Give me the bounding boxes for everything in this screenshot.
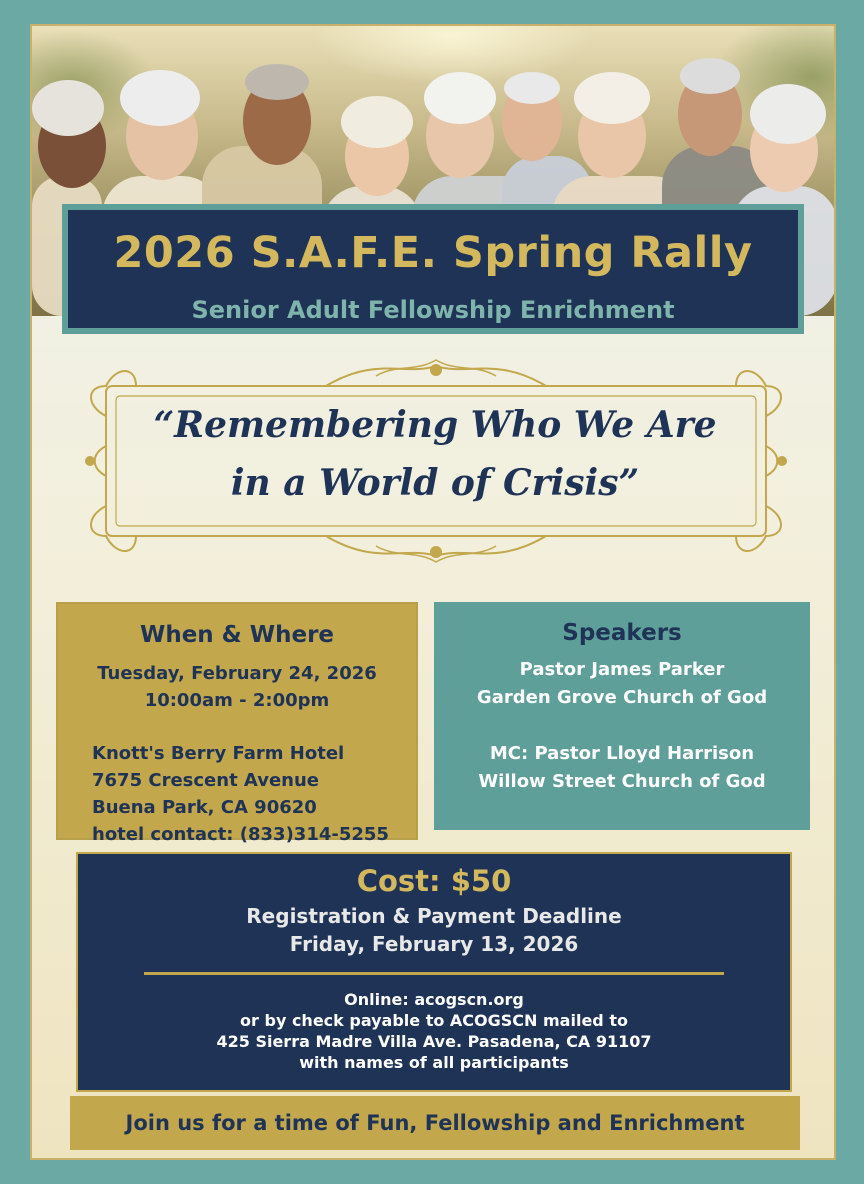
deadline-label: Registration & Payment Deadline <box>246 904 622 928</box>
speakers-heading: Speakers <box>562 620 682 646</box>
hotel-contact: hotel contact: (833)314-5255 <box>92 824 389 845</box>
event-subtitle: Senior Adult Fellowship Enrichment <box>191 296 675 324</box>
online-registration: Online: acogscn.org <box>344 990 524 1009</box>
cost-amount: Cost: $50 <box>356 864 512 898</box>
event-time: 10:00am - 2:00pm <box>144 690 330 711</box>
event-date: Tuesday, February 24, 2026 <box>97 663 377 684</box>
check-instructions: or by check payable to ACOGSCN mailed to <box>240 1011 628 1030</box>
speakers-panel <box>434 602 810 830</box>
divider <box>144 972 724 975</box>
participant-note: with names of all participants <box>299 1053 569 1072</box>
deadline-date: Friday, February 13, 2026 <box>289 932 579 956</box>
venue-street: 7675 Crescent Avenue <box>92 770 320 791</box>
theme-line-2: in a World of Crisis” <box>230 462 640 504</box>
event-title: 2026 S.A.F.E. Spring Rally <box>113 228 753 278</box>
speaker-church: Garden Grove Church of God <box>476 687 768 708</box>
title-banner <box>62 204 804 334</box>
theme-line-1: “Remembering Who We Are <box>153 404 717 446</box>
mailing-address: 425 Sierra Madre Villa Ave. Pasadena, CA 91107 <box>216 1032 652 1051</box>
footer-banner: Join us for a time of Fun, Fellowship and Enrichment <box>70 1096 800 1150</box>
cost-panel <box>76 852 792 1092</box>
flyer <box>30 24 836 1160</box>
venue-name: Knott's Berry Farm Hotel <box>92 743 345 764</box>
when-where-panel <box>56 602 418 845</box>
theme-quote <box>102 396 768 512</box>
mc-name: MC: Pastor Lloyd Harrison <box>489 743 755 764</box>
venue-city: Buena Park, CA 90620 <box>92 797 317 818</box>
mc-church: Willow Street Church of God <box>478 771 766 792</box>
when-where-heading: When & Where <box>139 622 335 648</box>
speaker-name: Pastor James Parker <box>519 659 725 680</box>
